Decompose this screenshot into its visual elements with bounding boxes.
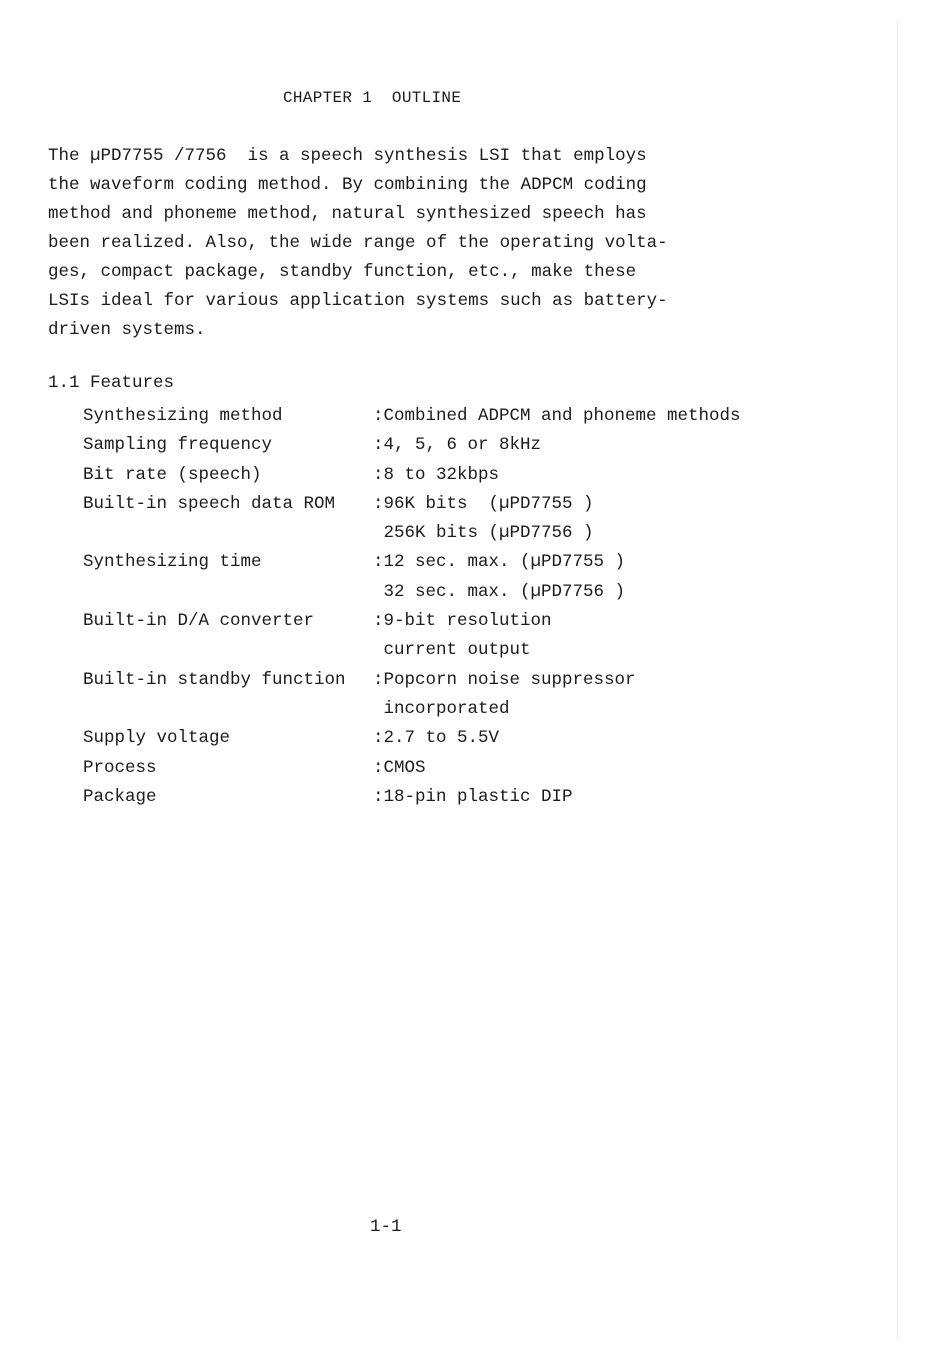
section-heading: 1.1 Features [48, 373, 175, 393]
intro-line: LSIs ideal for various application systems such as battery- [48, 291, 668, 311]
intro-paragraph [48, 142, 768, 345]
features-table [83, 402, 823, 812]
intro-line: method and phoneme method, natural synthesized speech has [48, 204, 647, 224]
feature-label [83, 695, 373, 724]
feature-row [83, 695, 823, 724]
feature-label: Built-in speech data ROM [83, 493, 336, 514]
feature-row [83, 461, 823, 490]
feature-value: :18-pin plastic DIP [373, 786, 573, 807]
feature-label: Process [83, 757, 157, 778]
feature-value: :Popcorn noise suppressor [373, 669, 636, 690]
feature-value: 256K bits (µPD7756 ) [373, 523, 594, 544]
feature-row [83, 402, 823, 431]
feature-row [83, 607, 823, 636]
feature-value: :CMOS [373, 757, 426, 778]
feature-label: Package [83, 786, 157, 807]
feature-label: Sampling frequency [83, 435, 273, 456]
intro-line: ges, compact package, standby function, etc., make these [48, 262, 637, 282]
feature-value: incorporated [373, 698, 510, 719]
intro-line: been realized. Also, the wide range of the operating volta- [48, 233, 668, 253]
feature-label: Supply voltage [83, 728, 231, 749]
feature-row [83, 783, 823, 812]
feature-label [83, 578, 373, 607]
feature-row [83, 636, 823, 665]
intro-line: the waveform coding method. By combining the ADPCM coding [48, 175, 647, 195]
feature-row [83, 548, 823, 577]
feature-row [83, 754, 823, 783]
feature-row [83, 431, 823, 460]
feature-row [83, 519, 823, 548]
intro-line: The µPD7755 /7756 is a speech synthesis LSI that employs [48, 146, 647, 166]
feature-label: Synthesizing time [83, 552, 262, 573]
feature-value: :2.7 to 5.5V [373, 728, 500, 749]
chapter-title: CHAPTER 1 OUTLINE [283, 89, 462, 107]
feature-label: Built-in standby function [83, 669, 346, 690]
feature-label [83, 636, 373, 665]
feature-label [83, 519, 373, 548]
feature-row [83, 724, 823, 753]
feature-value: :96K bits (µPD7755 ) [373, 493, 594, 514]
feature-value: :12 sec. max. (µPD7755 ) [373, 552, 626, 573]
feature-label: Bit rate (speech) [83, 464, 262, 485]
feature-row [83, 666, 823, 695]
intro-line: driven systems. [48, 320, 206, 340]
feature-value: 32 sec. max. (µPD7756 ) [373, 581, 626, 602]
page-edge-line [897, 20, 898, 1340]
feature-label: Synthesizing method [83, 406, 283, 426]
feature-value: :9-bit resolution [373, 611, 552, 632]
feature-value: :8 to 32kbps [373, 464, 500, 485]
feature-value: current output [373, 640, 531, 661]
feature-row [83, 578, 823, 607]
feature-label: Built-in D/A converter [83, 611, 315, 632]
page-number: 1-1 [370, 1217, 402, 1237]
feature-value: :4, 5, 6 or 8kHz [373, 435, 542, 456]
feature-value: :Combined ADPCM and phoneme methods [373, 406, 741, 426]
feature-row [83, 490, 823, 519]
